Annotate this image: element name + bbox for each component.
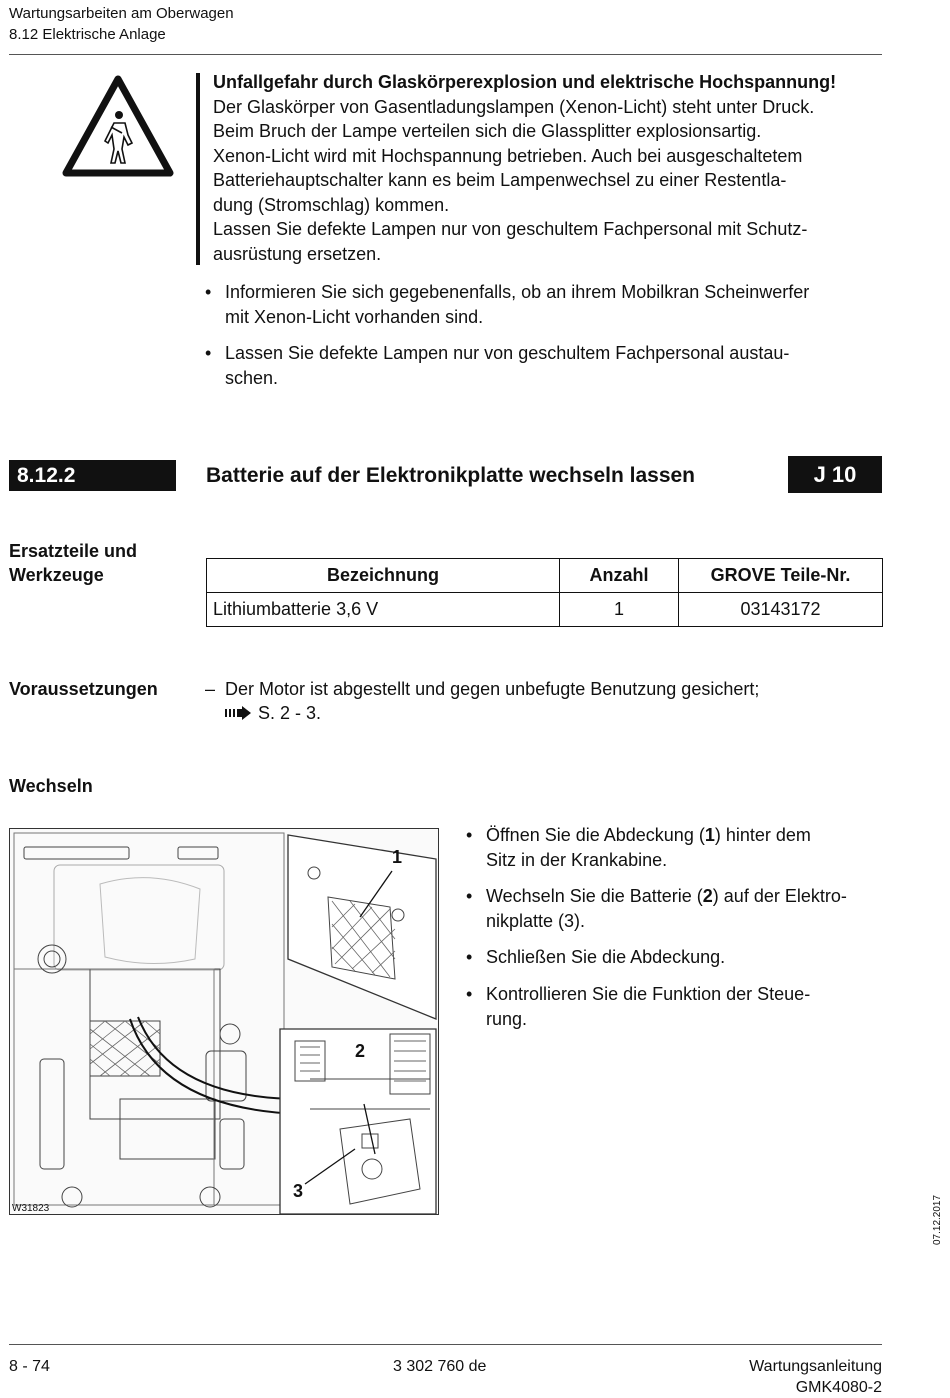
parts-table	[206, 558, 883, 627]
bullet-icon: •	[466, 984, 473, 1004]
header-rule	[9, 54, 882, 55]
table-cell: 1	[560, 593, 679, 627]
figure-id: W31823	[12, 1203, 50, 1214]
warning-text	[213, 70, 893, 266]
table-cell: Lithiumbatterie 3,6 V	[207, 593, 560, 627]
note-item	[205, 341, 895, 391]
table-cell: 03143172	[679, 593, 883, 627]
step-line: nikplatte (3).	[486, 910, 586, 931]
table-row	[207, 593, 883, 627]
step-text: Öffnen Sie die Abdeckung (	[486, 825, 705, 845]
callout-3: 3	[293, 1181, 304, 1201]
bullet-icon: •	[466, 886, 473, 906]
step-text: ) hinter dem	[714, 825, 811, 845]
step-item	[466, 982, 896, 1032]
step-line	[486, 823, 811, 848]
warning-line: Der Glaskörper von Gasentladungslampen (Xenon-Licht) steht unter Druck.	[213, 96, 815, 117]
callout-2: 2	[355, 1041, 366, 1061]
warning-line: dung (Stromschlag) kommen.	[213, 194, 450, 215]
warning-title: Unfallgefahr durch Glaskörperexplosion und elektrische Hochspannung!	[213, 72, 837, 92]
manual-title-line: Wartungsanleitung	[749, 1358, 882, 1375]
step-ref-number: 1	[704, 825, 715, 845]
step-text: Wechseln Sie die Batterie (	[486, 886, 703, 906]
step-item	[466, 945, 896, 971]
table-header-row	[207, 559, 883, 593]
col-header: Anzahl	[560, 559, 679, 593]
bullet-icon: •	[205, 343, 212, 363]
step-item	[466, 884, 896, 934]
maintenance-code-badge: J 10	[788, 456, 882, 493]
parts-label-line: Ersatzteile und	[9, 541, 138, 561]
manual-model: GMK4080-2	[795, 1379, 882, 1396]
step-line: Kontrollieren Sie die Funktion der Steue-	[486, 984, 811, 1004]
warning-bar	[196, 73, 200, 265]
step-line: Schließen Sie die Abdeckung.	[486, 947, 726, 967]
page-reference-link[interactable]: S. 2 - 3.	[258, 703, 322, 723]
prerequisite-text: Der Motor ist abgestellt und gegen unbefugte Benutzung gesichert;	[225, 679, 760, 699]
warning-triangle-icon	[62, 75, 174, 179]
section-title: Batterie auf der Elektronikplatte wechseln lassen	[206, 464, 696, 487]
header-section: 8.12 Elektrische Anlage	[9, 26, 166, 43]
warning-line: ausrüstung ersetzen.	[213, 243, 382, 264]
note-line: Lassen Sie defekte Lampen nur von geschultem Fachpersonal austau-	[225, 343, 790, 363]
note-line: schen.	[225, 367, 279, 388]
note-line: mit Xenon-Licht vorhanden sind.	[225, 306, 484, 327]
step-item	[466, 823, 896, 873]
step-line	[486, 884, 847, 909]
page-reference-arrow-icon	[225, 706, 253, 720]
col-header: Bezeichnung	[207, 559, 560, 593]
step-line: rung.	[486, 1008, 528, 1029]
step-text: ) auf der Elektro-	[712, 886, 847, 906]
cabin-drawing	[10, 829, 438, 1214]
bullet-icon: •	[466, 825, 473, 845]
col-header: GROVE Teile-Nr.	[679, 559, 883, 593]
warning-line: Beim Bruch der Lampe verteilen sich die Glassplitter explosionsartig.	[213, 121, 762, 141]
bullet-icon: •	[205, 282, 212, 302]
footer-rule	[9, 1344, 882, 1345]
parts-label-line: Werkzeuge	[9, 565, 104, 585]
page-number: 8 - 74	[9, 1358, 50, 1375]
side-date: 07.12.2017	[932, 1194, 943, 1245]
cabin-illustration	[9, 828, 439, 1215]
wechseln-label: Wechseln	[9, 776, 93, 796]
callout-1: 1	[392, 847, 403, 867]
section-number: 8.12.2	[9, 460, 176, 491]
warning-line: Xenon-Licht wird mit Hochspannung betrieben. Auch bei ausgeschaltetem	[213, 145, 803, 166]
document-number: 3 302 760 de	[393, 1358, 487, 1375]
parts-label	[9, 539, 137, 587]
header-chapter: Wartungsarbeiten am Oberwagen	[9, 5, 234, 22]
bullet-icon: •	[466, 947, 473, 967]
manual-title	[749, 1356, 882, 1398]
warning-line: Batteriehauptschalter kann es beim Lampenwechsel zu einer Restentla-	[213, 170, 787, 190]
step-ref-number: 2	[702, 886, 713, 906]
warning-line: Lassen Sie defekte Lampen nur von geschultem Fachpersonal mit Schutz-	[213, 219, 808, 239]
note-line: Informieren Sie sich gegebenenfalls, ob an ihrem Mobilkran Scheinwerfer	[225, 282, 810, 302]
prerequisite-dash: –	[205, 679, 216, 699]
step-line: Sitz in der Krankabine.	[486, 849, 668, 870]
note-item	[205, 280, 895, 330]
prerequisites-label: Voraussetzungen	[9, 679, 158, 699]
